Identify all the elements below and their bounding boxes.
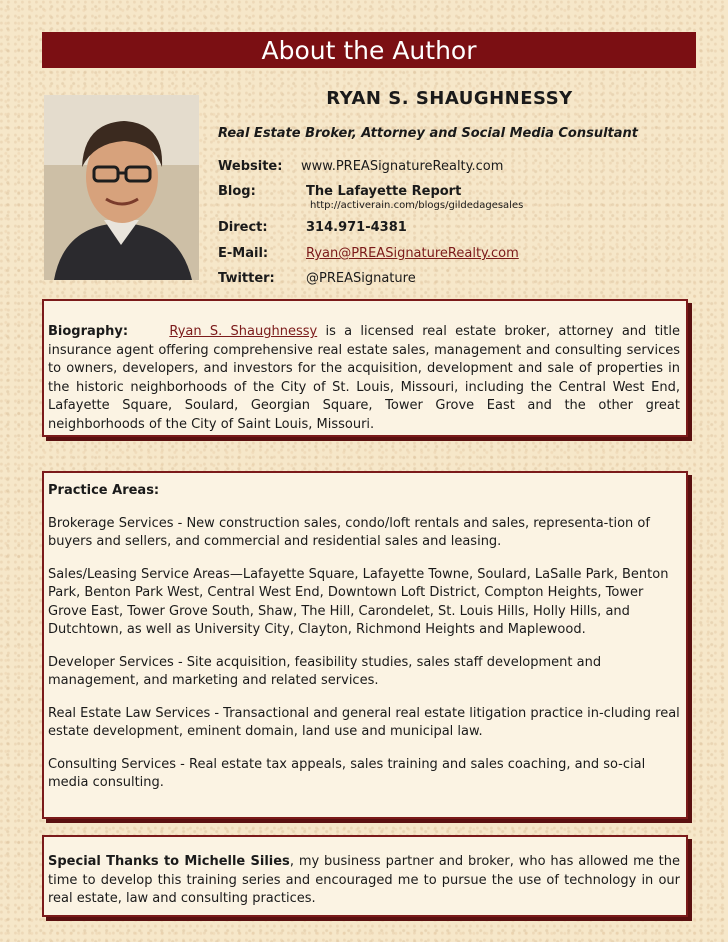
practice-areas-box xyxy=(42,471,688,819)
thanks-bold: Special Thanks to Michelle Silies xyxy=(48,854,290,869)
author-photo xyxy=(44,95,199,280)
author-link[interactable]: Ryan S. Shaughnessy xyxy=(169,324,318,339)
thanks-text: , my business partner and broker, who has allowed me the time to develop this training series and encouraged me to pursue the use of technology in our real estate, law and consulting practices. xyxy=(48,854,681,906)
practice-item-service-areas: Sales/Leasing Service Areas—Lafayette Square, Lafayette Towne, Soulard, LaSalle Park, Benton Park, Benton Park West, Central West End, Downtown Loft District, Compton Heights, Tower Grove East, Tower Grove South, Shaw, The Hill, Carondelet, St. Louis Hills, Holly Hills, and Dutchtown, as well as University City, Clayton, Richmond Heights and Maplewood. xyxy=(48,566,669,637)
practice-heading: Practice Areas: xyxy=(48,483,160,498)
email-label: E-Mail: xyxy=(218,246,269,261)
author-subtitle: Real Estate Broker, Attorney and Social Media Consultant xyxy=(218,126,639,141)
website-label: Website: xyxy=(218,159,283,174)
twitter-handle[interactable]: @PREASignature xyxy=(306,271,416,286)
biography-box xyxy=(42,299,688,437)
biography-text: is a licensed real estate broker, attorney and title insurance agent offering comprehensive real estate sales, management and consulting services to owners, developers, and investors for the acquisition, development and sale of properties in the historic neighborhoods of the City of St. Louis, Missouri, including the Central West End, Lafayette Square, Soulard, Georgian Square, Tower Grove East and the other great neighborhoods of the City of Saint Louis, Missouri. xyxy=(48,324,680,432)
practice-item-brokerage: Brokerage Services - New construction sales, condo/loft rentals and sales, representa-tion of buyers and sellers, and commercial and residential sales and leasing. xyxy=(48,515,650,549)
blog-title[interactable]: The Lafayette Report xyxy=(306,184,462,199)
blog-url[interactable]: http://activerain.com/blogs/gildedagesales xyxy=(310,200,524,211)
website-link[interactable]: www.PREASignatureRealty.com xyxy=(301,159,504,174)
email-link[interactable]: Ryan@PREASignatureRealty.com xyxy=(306,246,519,261)
page-title: About the Author xyxy=(42,32,696,68)
direct-label: Direct: xyxy=(218,220,268,235)
biography-label: Biography: xyxy=(48,324,129,339)
practice-item-consulting: Consulting Services - Real estate tax appeals, sales training and sales coaching, and so-cial media consulting. xyxy=(48,756,646,790)
practice-item-developer: Developer Services - Site acquisition, feasibility studies, sales staff development and management, and marketing and related services. xyxy=(48,654,602,688)
thanks-box xyxy=(42,835,688,917)
author-name: RYAN S. SHAUGHNESSY xyxy=(326,88,573,109)
practice-item-law: Real Estate Law Services - Transactional and general real estate litigation practice in-cluding real estate development, eminent domain, land use and municipal law. xyxy=(48,705,680,739)
portrait-image xyxy=(44,95,199,280)
twitter-label: Twitter: xyxy=(218,271,275,286)
direct-phone: 314.971-4381 xyxy=(306,220,407,235)
blog-label: Blog: xyxy=(218,184,256,199)
